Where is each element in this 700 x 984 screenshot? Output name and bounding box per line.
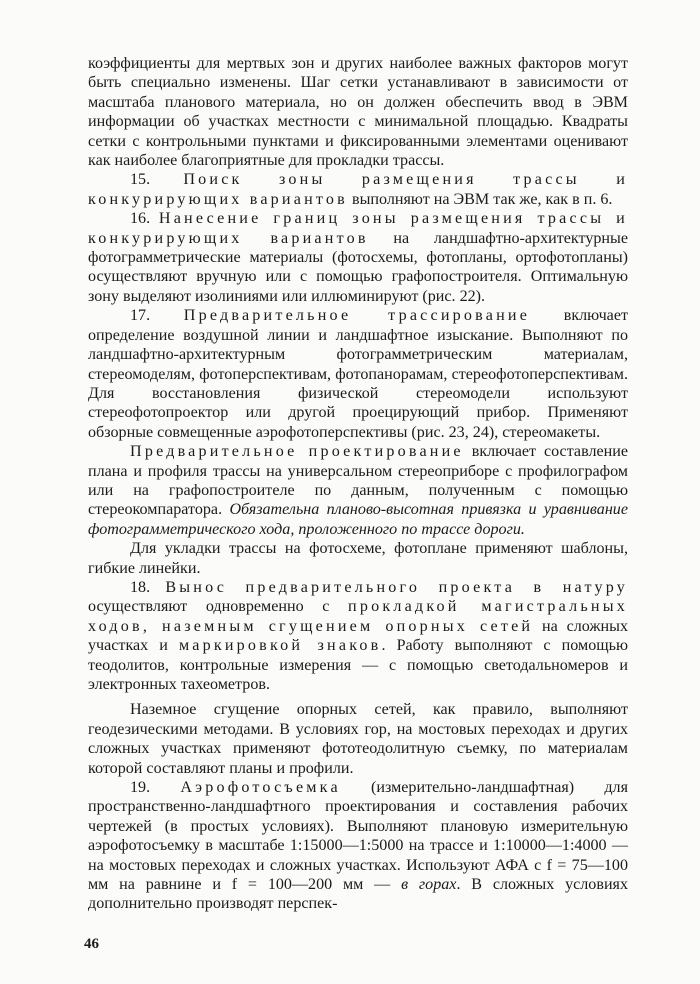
text-run: 15.	[130, 171, 184, 189]
text-run: включает определение воздушной линии и ландшафтное изыскание. Выполняют по ландшафтно-архитектурным фотограмметрическим материалам, стереомоделям, фотоперспективам, фотопанорамам, стереофотоперспективам. Для восстановления физической стереомодели используют стереофотопроектор или другой проецирующий прибор. Применяют обзорные совмещенные аэрофотоперспективы (рис. 23, 24), стереомакеты.	[88, 307, 629, 441]
text-run: коэффициенты для мертвых зон и других наиболее важных факторов могут быть специально изменены. Шаг сетки устанавливают в зависимости от масштаба планового материала, но он должен обеспечить ввод в ЭВМ информации об участках местности с минимальной площадью. Квадраты сетки с контрольными пунктами и фиксированными элементами оценивают как наиболее благоприятные для прокладки трассы.	[88, 55, 628, 170]
italic-text: в горах	[401, 876, 457, 894]
text-run: . Работу выполняют с помощью теодолитов, контрольные измерения — с помощью светодальномеров и электронных тахеометров.	[88, 637, 628, 693]
spaced-term: прокладкой магистральных ходов, наземным сгущением опорных сетей	[88, 598, 628, 635]
spaced-term: Вынос предварительного проекта в натуру	[165, 578, 629, 596]
paragraph-p17b	[88, 442, 628, 539]
paragraph-p16	[88, 209, 628, 306]
text-run: осуществляют одновременно с	[88, 598, 349, 616]
text-run: выполняют на ЭВМ так же, как в п. 6.	[347, 190, 613, 208]
text-run: 16.	[130, 210, 159, 228]
paragraph-p17	[88, 306, 628, 442]
spaced-term: Предварительное трассирование	[183, 307, 531, 325]
paragraph-p19	[88, 778, 628, 914]
text-run: 19.	[130, 779, 181, 797]
page-number: 46	[84, 936, 99, 952]
text-run: на ландшафтно-архитектурные фотограмметрические материалы (фотосхемы, фотопланы, ортофотопланы) осуществляют вручную или с помощью графопостроителя. Оптимальную зону выделяют изолиниями или иллюминируют (рис. 22).	[88, 229, 628, 305]
paragraph-p18	[88, 578, 628, 694]
text-run: . В сложных условиях дополнительно производят перспек-	[88, 876, 629, 913]
spaced-term: Поиск зоны размещения трассы и конкурирующих вариантов	[88, 171, 629, 208]
paragraph-p0	[88, 54, 628, 170]
italic-text: Обязательна планово-высотная привязка и уравнивание фотограмметрического хода, проложенного по трассе дороги.	[88, 501, 628, 538]
spaced-term: Аэрофотосъемка	[180, 779, 341, 797]
paragraph-p17c	[88, 539, 628, 578]
text-run: (измерительно-ландшафтная) для пространственно-ландшафтного проектирования и составления рабочих чертежей (в простых условиях). Выполняют плановую измерительную аэрофотосъемку в масштабе 1:15000—1:5000 на трассе и 1:10000—1:4000 — на мостовых переходах и сложных участках. Используют АФА с f = 75—100 мм на равнине и f = 100—200 мм —	[88, 779, 628, 894]
spaced-term: Предварительное проектирование	[130, 443, 464, 461]
text-run: Для укладки трассы на фотосхеме, фотоплане применяют шаблоны, гибкие линейки.	[88, 540, 628, 577]
text-run: 17.	[130, 307, 184, 325]
text-run: 18.	[130, 578, 166, 596]
spaced-term: Нанесение границ зоны размещения трассы и конкурирующих вариантов	[88, 210, 628, 247]
paragraph-p18b	[88, 700, 628, 778]
body-text	[88, 54, 628, 914]
text-run: Наземное сгущение опорных сетей, как правило, выполняют геодезическими методами. В условиях гор, на мостовых переходах и других сложных участках применяют фототеодолитную съемку, по материалам которой составляют планы и профили.	[88, 701, 628, 777]
text-run: включает составление плана и профиля трассы на универсальном стереоприборе с профилографом или на графопостроителе по данным, полученным с помощью стереокомпаратора.	[88, 443, 629, 519]
paragraph-p15	[88, 170, 628, 209]
text-run: на сложных участках и	[88, 617, 628, 655]
spaced-term: маркировкой знаков	[178, 637, 382, 655]
